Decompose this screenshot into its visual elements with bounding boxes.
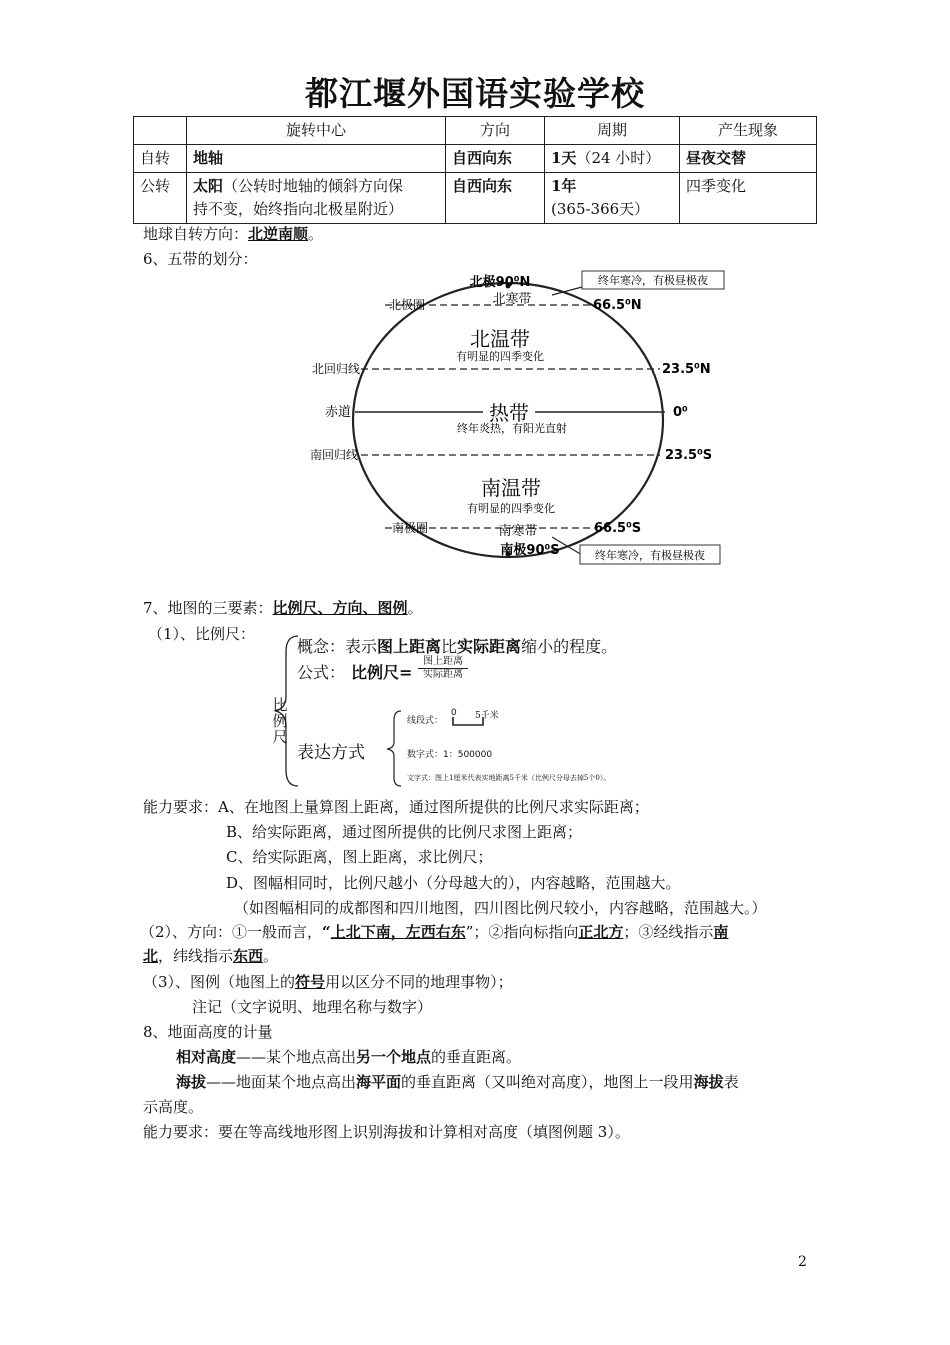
scale-formula: [297, 660, 412, 683]
revolution-center: [187, 173, 446, 224]
center-rest: （公转时地轴的倾斜方向保: [223, 177, 404, 195]
period-cell: [545, 145, 680, 173]
direction-rule: 上北下南，左西右东: [330, 923, 466, 941]
header-cell: 周期: [545, 117, 680, 145]
section-7-value: 比例尺、方向、图例: [272, 599, 408, 617]
number-scale-label: 数字式：1：500000: [407, 750, 493, 760]
lat-23s-label: 23.5⁰S: [665, 448, 713, 463]
table-row: [134, 145, 817, 173]
relative-height-text: ——某个地点高出: [236, 1048, 357, 1066]
direction-cell: 自西向东: [446, 145, 545, 173]
period-bold: 1天: [551, 149, 577, 167]
line-scale-label: 线段式：: [407, 716, 444, 726]
relative-height-term: 相对高度: [176, 1048, 237, 1066]
header-cell: 产生现象: [680, 117, 817, 145]
altitude-line: [176, 1070, 739, 1094]
note-label: 地球自转方向：: [143, 225, 249, 243]
scale-heading: （1）、比例尺：: [148, 625, 256, 643]
direction-end: 。: [263, 947, 279, 965]
direction-north-2: 北: [143, 947, 159, 965]
five-zones-diagram: [290, 265, 730, 570]
north-temperate-label: 北温带: [470, 327, 530, 351]
note-end: 。: [308, 225, 324, 243]
text-scale-label: 文字式：图上1厘米代表实地距离5千米（比例尺分母去掉5个0）。: [407, 774, 611, 782]
north-frigid-note: 终年寒冷，有极昼极夜: [598, 274, 708, 287]
header-cell: 旋转中心: [187, 117, 446, 145]
legend-symbol: 符号: [295, 973, 326, 991]
south-pole-label: 南极90⁰S: [500, 543, 560, 558]
altitude-text-2: 的垂直距离（又叫绝对高度），地图上一段用: [401, 1073, 694, 1091]
concept-pre: 概念：表示: [297, 637, 378, 656]
ability-note: （如图幅相同的成都图和四川地图，四川图比例尺较小，内容越略，范围越大。）: [234, 899, 767, 917]
north-temperate-note: 有明显的四季变化: [456, 350, 544, 363]
section-8-heading: 8、地面高度的计量: [143, 1023, 273, 1041]
direction-south: 南: [713, 923, 729, 941]
row-name: 自转: [134, 145, 187, 173]
direction-p2: ”；②指向标指向: [465, 923, 579, 941]
altitude-text-3: 表: [723, 1073, 739, 1091]
scale-vertical-label: [270, 697, 290, 745]
relative-height-line: [176, 1045, 521, 1069]
phenomenon-cell: 四季变化: [680, 173, 817, 224]
relative-height-end: 的垂直距离。: [431, 1048, 522, 1066]
legend-p2: 用以区分不同的地理事物）；: [325, 973, 513, 991]
lat-66n-label: 66.5⁰N: [593, 298, 642, 313]
altitude-text: ——地面某个地点高出: [206, 1073, 357, 1091]
tropic-cancer-label: 北回归线: [311, 362, 360, 376]
direction-north: 正北方: [578, 923, 624, 941]
direction-line-2: [143, 944, 278, 968]
legend-line: [143, 970, 513, 994]
direction-p3: ；③经线指示: [623, 923, 714, 941]
tropic-capricorn-label: 南回归线: [309, 448, 358, 462]
concept-bold-2: 实际距离: [457, 637, 522, 656]
formula-lhs: 比例尺=: [351, 663, 413, 682]
concept-post: 缩小的程度。: [521, 637, 618, 656]
phenomenon-cell: 昼夜交替: [680, 145, 817, 173]
center-bold: 太阳: [193, 177, 224, 195]
concept-bold-1: 图上距离: [377, 637, 442, 656]
south-frigid-note: 终年寒冷，有极昼极夜: [595, 549, 705, 562]
direction-east-west: 东西: [233, 947, 264, 965]
rotation-center: 地轴: [187, 145, 446, 173]
south-temperate-label: 南温带: [481, 476, 541, 500]
legend-p1: （3）、图例（地图上的: [143, 973, 296, 991]
ability-item: B、给实际距离，通过图所提供的比例尺求图上距离；: [226, 823, 583, 841]
legend-note: 注记（文字说明、地理名称与数字）: [192, 998, 433, 1016]
page-title: 都江堰外国语实验学校: [305, 74, 645, 113]
direction-p4: ，纬线指示: [158, 947, 234, 965]
fraction-numerator: 图上距离: [418, 656, 468, 669]
ability-item: A、在地图上量算图上距离，通过图所提供的比例尺求实际距离；: [218, 798, 649, 816]
ability-item: C、给实际距离，图上距离，求比例尺；: [226, 848, 493, 866]
expression-label: 表达方式: [297, 743, 365, 763]
formula-fraction: [418, 656, 468, 681]
tropical-note: 终年炎热，有阳光直射: [457, 422, 567, 435]
note-value: 北逆南顺: [248, 225, 309, 243]
altitude-term: 海拔: [176, 1073, 207, 1091]
header-cell: [134, 117, 187, 145]
rotation-note: [143, 222, 323, 246]
arctic-circle-label: 北极圈: [388, 298, 425, 312]
altitude-line-2: 示高度。: [143, 1098, 204, 1116]
lat-0-label: 0⁰: [673, 405, 688, 420]
rotation-revolution-table: [133, 116, 817, 224]
lat-66s-label: 66.5⁰S: [594, 521, 642, 536]
table-header-row: [134, 117, 817, 145]
lat-23n-label: 23.5⁰N: [662, 362, 711, 377]
page-number: 2: [798, 1254, 807, 1270]
another-point: 另一个地点: [356, 1048, 432, 1066]
line-scale-bar: [450, 716, 490, 728]
period-rest: (365-366天）: [551, 200, 650, 218]
period-rest: （24 小时）: [576, 149, 661, 167]
section-7-heading: [143, 596, 423, 620]
direction-cell: 自西向东: [446, 173, 545, 224]
direction-line-1: [140, 920, 728, 944]
fraction-denominator: 实际距离: [423, 669, 463, 680]
section-7-prefix: 7、地图的三要素：: [143, 599, 273, 617]
vertical-char: 尺: [272, 728, 288, 746]
formula-label: 公式：: [297, 663, 346, 682]
vertical-char: 比: [272, 696, 288, 714]
scale-concept: [297, 634, 617, 657]
ability-item: D、图幅相同时，比例尺越小（分母越大的），内容越略，范围越大。: [226, 874, 681, 892]
south-temperate-note: 有明显的四季变化: [467, 502, 555, 515]
table-row: [134, 173, 817, 224]
concept-mid: 比: [441, 637, 458, 656]
scale-small-brace: [383, 708, 405, 788]
line-scale-zero: 0: [451, 708, 457, 718]
period-cell: [545, 173, 680, 224]
equator-label: 赤道: [324, 405, 351, 420]
section-7-end: 。: [407, 599, 423, 617]
direction-p1: （2）、方向：①一般而言，: [140, 923, 323, 941]
period-bold: 1年: [551, 177, 577, 195]
sea-level: 海平面: [356, 1073, 402, 1091]
ability-lead: 能力要求：: [143, 798, 219, 816]
direction-quote: “: [322, 923, 331, 941]
altitude-term-2: 海拔: [693, 1073, 724, 1091]
vertical-char: 例: [272, 712, 288, 730]
ability-line-a: [143, 795, 649, 819]
north-frigid-label: 北寒带: [492, 292, 532, 307]
section-8-ability: 能力要求：要在等高线地形图上识别海拔和计算相对高度（填图例题 3）。: [143, 1123, 630, 1141]
antarctic-circle-label: 南极圈: [391, 521, 428, 535]
north-pole-label: 北极90⁰N: [469, 275, 531, 290]
tropical-label: 热带: [489, 401, 529, 425]
center-rest-2: 持不变，始终指向北极星附近）: [193, 200, 404, 218]
row-name: 公转: [134, 173, 187, 224]
section-6-heading: 6、五带的划分：: [143, 250, 258, 268]
header-cell: 方向: [446, 117, 545, 145]
line-scale-five: 5千米: [475, 711, 499, 721]
south-frigid-label: 南寒带: [498, 524, 538, 539]
